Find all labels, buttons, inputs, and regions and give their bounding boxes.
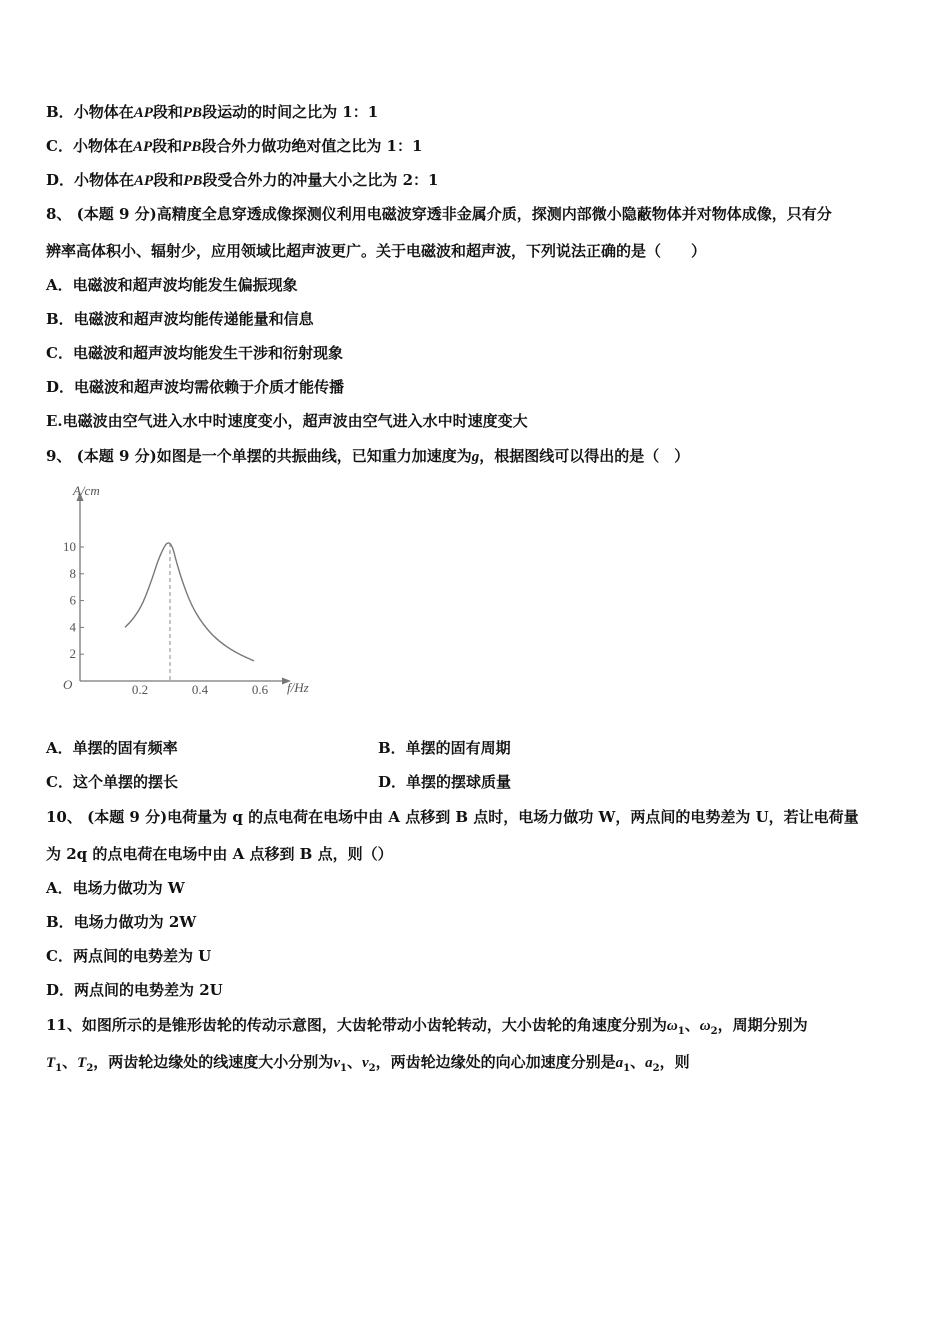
q9-option-b: B．单摆的固有周期 bbox=[378, 739, 511, 757]
q10-option-b: B．电场力做功为 2W bbox=[46, 913, 197, 931]
q10-option-a: A．电场力做功为 W bbox=[46, 879, 185, 897]
q10-stem-line2: 为 2q 的点电荷在电场中由 A 点移到 B 点，则（） bbox=[46, 845, 393, 863]
q8-option-b: B．电磁波和超声波均能传递能量和信息 bbox=[46, 310, 314, 328]
origin-label: O bbox=[63, 677, 73, 692]
q8-option-e: E.电磁波由空气进入水中时速度变小，超声波由空气进入水中时速度变大 bbox=[46, 412, 528, 430]
q8-option-c: C．电磁波和超声波均能发生干涉和衍射现象 bbox=[46, 344, 343, 362]
q9-option-a: A．单摆的固有频率 bbox=[46, 739, 178, 757]
q9-option-c: C．这个单摆的摆长 bbox=[46, 773, 178, 791]
x-axis-label: f/Hz bbox=[287, 680, 309, 695]
q8-stem-line2: 辨率高体积小、辐射少，应用领域比超声波更广。关于电磁波和超声波，下列说法正确的是（ ） bbox=[46, 242, 707, 260]
q11-stem-line2: $T_1$、$T_2$，两齿轮边缘处的线速度大小分别为$v_1$、$v_2$，两齿轮边缘处的向心加速度分别是$a_1$、$a_2$，则 bbox=[46, 1053, 690, 1074]
y-tick-label: 6 bbox=[69, 592, 76, 608]
q9-option-d: D．单摆的摆球质量 bbox=[378, 773, 512, 791]
q7-option-c: C．小物体在AP段和PB段合外力做功绝对值之比为 1：1 bbox=[46, 137, 423, 155]
q8-stem-line1: 8、 (本题 9 分)高精度全息穿透成像探测仪利用电磁波穿透非金属介质，探测内部微小隐蔽物体并对物体成像，只有分 bbox=[46, 205, 832, 223]
q7-option-d: D．小物体在AP段和PB段受合外力的冲量大小之比为 2：1 bbox=[46, 171, 439, 189]
q7-option-b: B．小物体在AP段和PB段运动的时间之比为 1：1 bbox=[46, 103, 379, 121]
y-axis-label: A/cm bbox=[73, 483, 100, 498]
q9-stem: 9、 (本题 9 分)如图是一个单摆的共振曲线，已知重力加速度为g，根据图线可以得出的是（ ） bbox=[46, 447, 690, 465]
q8-option-d: D．电磁波和超声波均需依赖于介质才能传播 bbox=[46, 378, 345, 396]
y-tick-label: 2 bbox=[69, 646, 76, 662]
y-tick-label: 10 bbox=[63, 539, 76, 554]
y-tick-label: 4 bbox=[69, 619, 76, 635]
x-tick-label: 0.6 bbox=[251, 682, 269, 697]
resonance-curve-chart bbox=[55, 478, 345, 700]
y-tick-label: 8 bbox=[69, 565, 76, 581]
q10-stem-line1: 10、 (本题 9 分)电荷量为 q 的点电荷在电场中由 A 点移到 B 点时，电场力做功 W，两点间的电势差为 U，若让电荷量 bbox=[46, 808, 859, 826]
x-tick-label: 0.2 bbox=[131, 682, 149, 697]
curve-series-line bbox=[125, 543, 254, 661]
q8-option-a: A．电磁波和超声波均能发生偏振现象 bbox=[46, 276, 298, 294]
q10-option-c: C．两点间的电势差为 U bbox=[46, 947, 212, 965]
q11-stem-line1: 11、如图所示的是锥形齿轮的传动示意图，大齿轮带动小齿轮转动，大小齿轮的角速度分别为$\omega_1$、$\omega_2$，周期分别为 bbox=[46, 1016, 808, 1037]
q10-option-d: D．两点间的电势差为 2U bbox=[46, 981, 223, 999]
x-tick-label: 0.4 bbox=[191, 682, 209, 697]
